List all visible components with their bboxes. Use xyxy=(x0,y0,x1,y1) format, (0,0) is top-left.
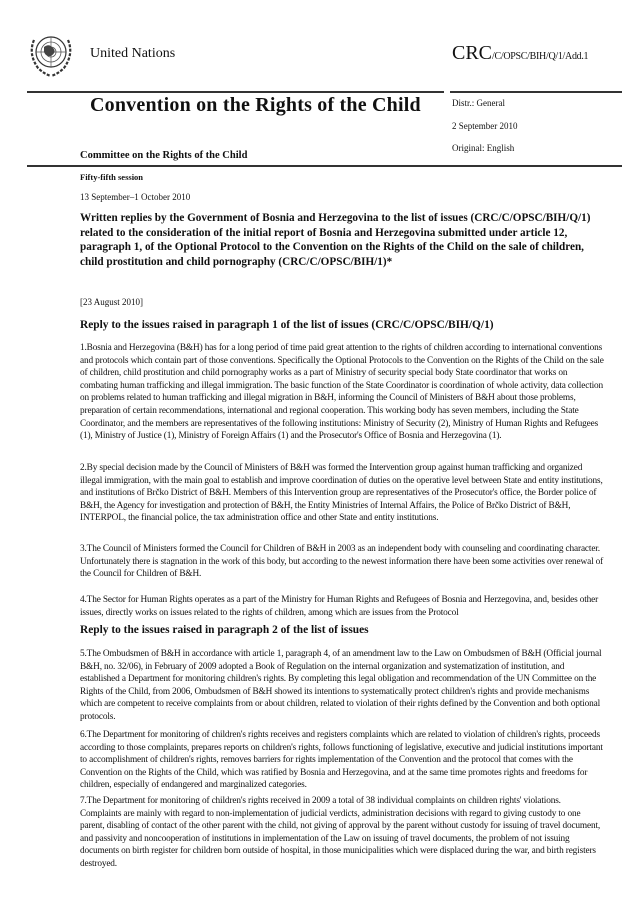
document-date: 2 September 2010 xyxy=(452,121,518,131)
paragraph-2: 2.By special decision made by the Council of Ministers of B&H was formed the Intervention group against human trafficking and organized illegal immigration, with the main goal to establish and improve coordination of duties on the operative level between State and entity institutions, and institutions of Brčko District of B&H. Members of this Intervention group are representatives of the Prosecutor's office, the Border police of B&H, the Agency for investigation and protection of B&H, the Entity Ministries of Internal Affairs, the Police of Brčko District of B&H, INTERPOL, the financial police, the tax administration office and other State and entity institutions. xyxy=(80,463,603,524)
section-heading-1: Reply to the issues raised in paragraph 1 of the list of issues (CRC/C/OPSC/BIH/Q/1) xyxy=(80,319,494,331)
paragraph-5: 5.The Ombudsmen of B&H in accordance with article 1, paragraph 4, of an amendment law to the Law on Ombudsmen of B&H (Official journal B&H, no. 32/06), in February of 2009 adopted a Book of Regulation on the internal organization and systematization of institution, and established a Department for monitoring children's rights. By completing this legal obligation and recommendation of the UN Committee on the Rights of the Child, from 2006, Ombudsmen of B&H showed its intentions to systematically protect children's rights and provide mechanisms which are competent to receive complaints from or about children, related to violation of their rights defined by the Convention and both optional protocols. xyxy=(80,649,602,722)
session-dates: 13 September–1 October 2010 xyxy=(80,192,191,202)
document-submission-date: [23 August 2010] xyxy=(80,297,143,307)
committee-name: Committee on the Rights of the Child xyxy=(80,150,248,161)
organization-name: United Nations xyxy=(90,46,176,61)
page-title: Convention on the Rights of the Child xyxy=(90,94,421,116)
paragraph-4: 4.The Sector for Human Rights operates as a part of the Ministry for Human Rights and Refugees of Bosnia and Herzegovina, and, besides other issues, directly works on issues related to the rights of children, among which are issues from the Protocol xyxy=(80,595,599,618)
header-divider-left xyxy=(27,91,444,93)
paragraph-7: 7.The Department for monitoring of children's rights received in 2009 a total of 38 individual complaints on children rights' violations. Complaints are mainly with regard to non-implementation of judicial verdicts, administration decisions with regard to giving custody to one parent, disabling of contact of the other parent with the child, not giving of approval by the parent without custody for issuing of travel document, and passivity and noncooperation of institutions in implementation of the Law on issuing of travel documents, the problem of not issuing documents on birth register for children born outside of hospital, in those municipalities which were displaced during the war, and birth registers destroyed. xyxy=(80,796,601,869)
header-divider-right xyxy=(450,91,622,93)
document-heading: Written replies by the Government of Bosnia and Herzegovina to the list of issues (CRC/C/OPSC/BIH/Q/1) related to the consideration of the initial report of Bosnia and Herzegovina submitted under article 12, paragraph 1, of the Optional Protocol to the Convention on the Rights of the Child on the sale of children, child prostitution and child pornography (CRC/C/OPSC/BIH/1)* xyxy=(80,212,591,268)
distribution: Distr.: General xyxy=(452,98,505,108)
section-heading-2: Reply to the issues raised in paragraph 2 of the list of issues xyxy=(80,624,369,636)
paragraph-3: 3.The Council of Ministers formed the Council for Children of B&H in 2003 as an independent body with counseling and coordinating character. Unfortunately there is stagnation in the work of this body, but according to the newest information there have been some activities over renewal of the Council for Children of B&H. xyxy=(80,544,604,580)
document-symbol xyxy=(452,42,588,65)
original-language: Original: English xyxy=(452,143,515,153)
symbol-main: CRC xyxy=(452,42,493,64)
un-emblem-logo xyxy=(27,30,75,82)
paragraph-6: 6.The Department for monitoring of children's rights receives and registers complaints which are related to violation of children's rights, proceeds according to those complaints, prepares reports on children's rights, follows functioning of legislative, executive and judicial institutions important to accomplishment of children's rights, removes barriers for rights implementation of the Convention and the protocol that comes with the Convention on the Rights of the Child, which was ratified by Bosnia and Herzegovina, and at the same time promotes rights and freedoms for children, especially of endangered and marginalized categories. xyxy=(80,730,603,791)
header-bottom-divider xyxy=(27,165,622,167)
symbol-suffix: /C/OPSC/BIH/Q/1/Add.1 xyxy=(492,51,589,62)
paragraph-1: 1.Bosnia and Herzegovina (B&H) has for a long period of time paid great attention to the rights of children according to international conventions and protocols which contain part of those conventions. Specifically the Optional Protocols to the Convention on the Rights of the Child on the sale of children, child prostitution and child pornography works as a part of Ministry of security special body State coordinator that works on combating human trafficking and illegal immigration. The basic function of the State Coordinator is coordination of whole activity, data collection on problems related to human trafficking and illegal migration in B&H, informing the Council of Ministers of B&H about those problems, preparation of certain recommendations, international and regional cooperation. This working body has seven members, including the State Coordinator, and the members are representatives of the following institutions: Ministry of Security (2), Ministry of Human Rights and Refugees (1), Ministry of Justice (1), Ministry of Foreign Affairs (1) and the Prosecutor's Office of Bosnia and Herzegovina (1). xyxy=(80,343,604,442)
session-name: Fifty-fifth session xyxy=(80,172,144,182)
